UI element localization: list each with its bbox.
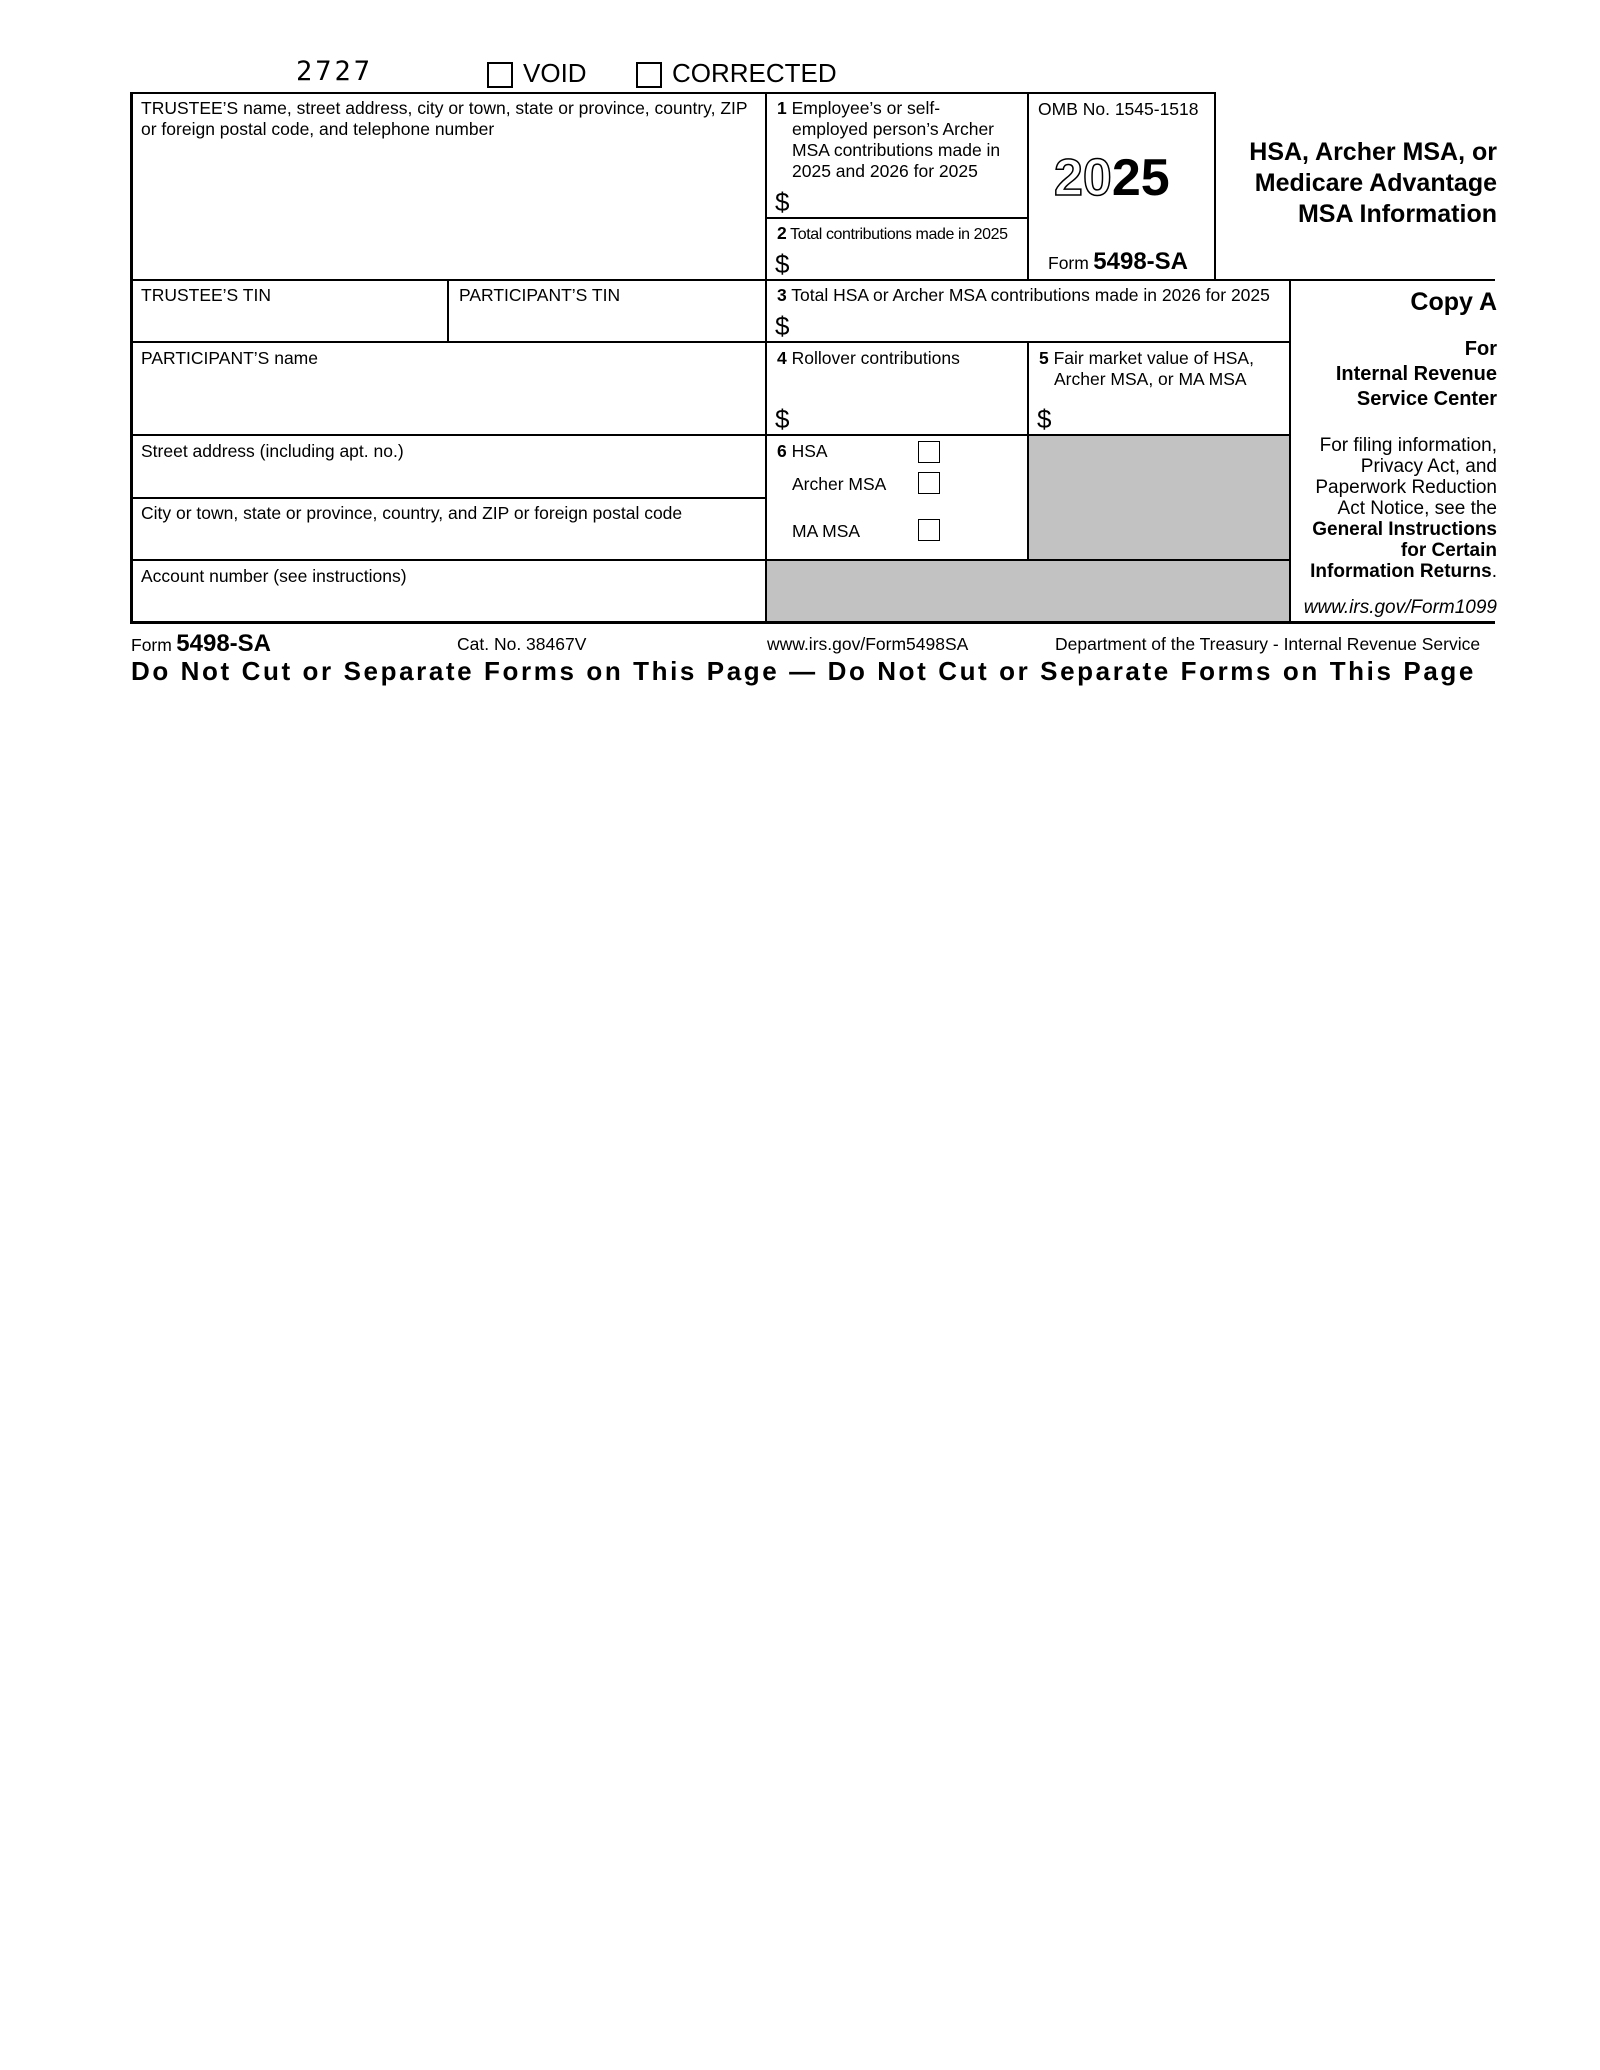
trustee-name-label: TRUSTEE’S name, street address, city or town, state or province, country, ZIP or foreign postal code, and telephone number	[141, 98, 748, 139]
footer-form-number: Form 5498-SA	[131, 630, 272, 657]
tax-year: 2025	[1054, 149, 1170, 207]
form-code: 2727	[296, 56, 374, 87]
shaded-area-box6-right	[1029, 436, 1289, 559]
box2-label: 2 Total contributions made in 2025	[777, 223, 1008, 243]
copy-for: For Internal Revenue Service Center	[1335, 338, 1497, 410]
box5-dollar: $	[1037, 404, 1052, 434]
box1-amount-field[interactable]	[795, 189, 1023, 215]
void-checkbox[interactable]	[487, 62, 513, 88]
do-not-cut-warning: Do Not Cut or Separate Forms on This Page — Do Not Cut or Separate Forms on This Page	[131, 656, 1476, 686]
account-number-label: Account number (see instructions)	[141, 566, 407, 586]
box6-ma-label: MA MSA	[792, 521, 861, 541]
street-address-label: Street address (including apt. no.)	[141, 441, 404, 461]
city-label: City or town, state or province, country, and ZIP or foreign postal code	[141, 503, 683, 523]
filing-info: For filing information, Privacy Act, and Paperwork Reduction Act Notice, see the General Instructions for Certain Information Returns.	[1310, 435, 1497, 582]
box6-hsa-checkbox[interactable]	[918, 441, 940, 463]
form-title: HSA, Archer MSA, or Medicare Advantage MSA Information	[1249, 138, 1497, 228]
box4-label: 4 Rollover contributions	[777, 348, 960, 368]
trustee-tin-label: TRUSTEE’S TIN	[141, 285, 271, 305]
footer-cat-number: Cat. No. 38467V	[457, 634, 587, 654]
box3-label: 3 Total HSA or Archer MSA contributions made in 2026 for 2025	[777, 285, 1270, 305]
box1-dollar: $	[775, 187, 790, 217]
footer-url[interactable]: www.irs.gov/Form5498SA	[767, 634, 969, 654]
box5-label: 5 Fair market value of HSA, Archer MSA, or MA MSA	[1039, 348, 1254, 389]
participant-name-label: PARTICIPANT’S name	[141, 348, 318, 368]
shaded-area-account-right	[767, 561, 1289, 621]
box6-ma-checkbox[interactable]	[918, 519, 940, 541]
participant-tin-field[interactable]	[450, 308, 763, 339]
form-number-box: Form 5498-SA	[1048, 248, 1189, 275]
omb-number-text: OMB No. 1545-1518	[1038, 99, 1199, 119]
box4-amount-field[interactable]	[795, 406, 1023, 432]
box6-hsa-label: 6 HSA	[777, 441, 828, 461]
side-url[interactable]: www.irs.gov/Form1099	[1303, 597, 1497, 618]
box1-label: 1 Employee’s or self- employed person’s Archer MSA contributions made in 2025 and 2026 for 2025	[777, 98, 1001, 181]
footer-department: Department of the Treasury - Internal Revenue Service	[1055, 634, 1481, 654]
corrected-label: CORRECTED	[672, 58, 837, 88]
participant-tin-label: PARTICIPANT’S TIN	[459, 285, 621, 305]
city-field[interactable]	[133, 526, 763, 557]
box2-amount-field[interactable]	[795, 251, 1023, 277]
trustee-name-field[interactable]	[133, 145, 763, 277]
void-label: VOID	[523, 58, 587, 88]
corrected-checkbox[interactable]	[636, 62, 662, 88]
trustee-tin-field[interactable]	[133, 308, 445, 339]
box3-amount-field[interactable]	[795, 313, 1285, 339]
box4-dollar: $	[775, 404, 790, 434]
box2-dollar: $	[775, 249, 790, 279]
box6-archer-label: Archer MSA	[792, 474, 887, 494]
street-address-field[interactable]	[133, 464, 763, 495]
account-number-field[interactable]	[133, 589, 763, 620]
box3-dollar: $	[775, 311, 790, 341]
participant-name-field[interactable]	[133, 372, 763, 432]
box5-amount-field[interactable]	[1057, 406, 1285, 432]
copy-label: Copy A	[1410, 288, 1497, 316]
box6-archer-checkbox[interactable]	[918, 472, 940, 494]
